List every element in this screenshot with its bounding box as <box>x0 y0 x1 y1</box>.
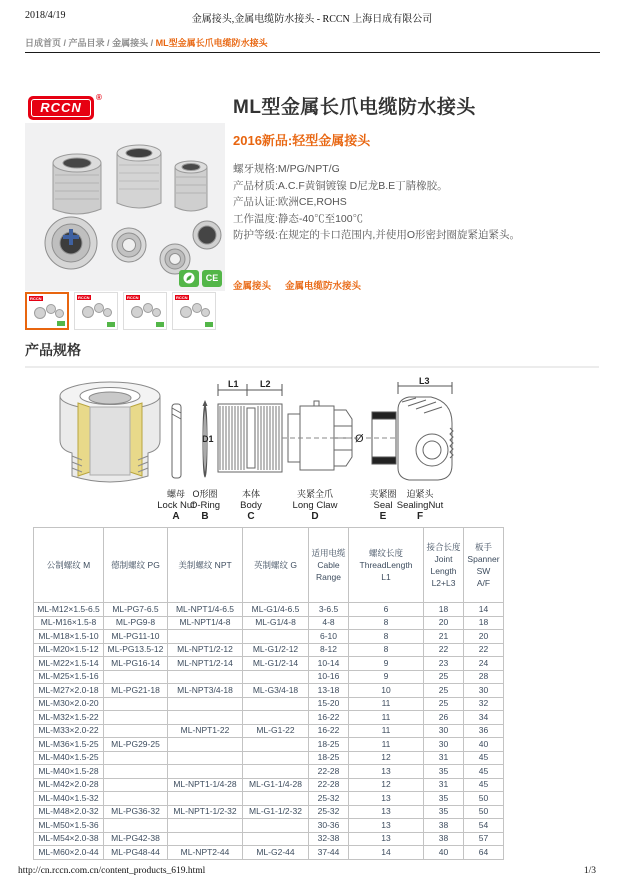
table-cell <box>243 792 309 806</box>
table-cell <box>168 765 243 779</box>
table-cell: 30-36 <box>309 819 349 833</box>
thumbnail-gland-shape <box>55 309 64 318</box>
table-cell: 8 <box>349 630 424 644</box>
cutaway-gland-illustration <box>60 382 160 482</box>
table-cell: ML-G2-44 <box>243 846 309 860</box>
column-header: 板手 Spanner SW A/F <box>464 528 504 603</box>
product-info <box>233 92 598 294</box>
table-cell <box>168 670 243 684</box>
table-cell: 31 <box>424 751 464 765</box>
thumbnail-badge <box>107 322 115 327</box>
spec-line: 防护等级:在规定的卡口范围内,并使用O形密封圈旋紧迫紧头。 <box>233 229 521 241</box>
dim-label-l1: L1 <box>228 379 239 389</box>
table-cell: 37-44 <box>309 846 349 860</box>
part-name-zh: 夹紧全爪 <box>296 489 334 499</box>
breadcrumb-separator: / <box>104 38 113 48</box>
rccn-logo <box>28 96 94 120</box>
eco-leaf-icon <box>179 270 199 287</box>
breadcrumb-separator: / <box>148 38 156 48</box>
part-letter: D <box>311 511 319 522</box>
diagram-part-label <box>369 487 396 522</box>
diagram-part-label <box>190 487 220 522</box>
table-row <box>34 778 504 792</box>
table-cell: ML-M25×1.5-16 <box>34 670 104 684</box>
table-cell <box>243 751 309 765</box>
gallery-thumbnail[interactable] <box>123 292 167 330</box>
table-cell: ML-M40×1.5-25 <box>34 751 104 765</box>
table-cell: 9 <box>349 657 424 671</box>
table-cell: 15-20 <box>309 697 349 711</box>
table-cell: 13 <box>349 819 424 833</box>
header-divider <box>25 52 600 53</box>
table-cell: 45 <box>464 765 504 779</box>
table-cell: 25 <box>424 670 464 684</box>
thumbnail-gland-shape <box>131 306 143 318</box>
table-cell: 28 <box>464 670 504 684</box>
table-cell: ML-M30×2.0-20 <box>34 697 104 711</box>
table-cell: 13 <box>349 765 424 779</box>
table-cell: ML-PG9-8 <box>104 616 168 630</box>
table-cell: ML-NPT1-22 <box>168 724 243 738</box>
table-row <box>34 724 504 738</box>
breadcrumb-link[interactable]: 日成首页 <box>25 38 62 48</box>
table-cell <box>243 670 309 684</box>
part-name-en: Lock Nut <box>157 500 195 511</box>
sealing-nut-drawing <box>398 382 453 480</box>
table-cell: 35 <box>424 765 464 779</box>
table-cell: 18-25 <box>309 738 349 752</box>
column-header: 接合长度 Joint Length L2+L3 <box>424 528 464 603</box>
table-cell: 32 <box>464 697 504 711</box>
table-cell: 20 <box>464 630 504 644</box>
table-cell: ML-PG7-6.5 <box>104 603 168 617</box>
table-cell: 18 <box>424 603 464 617</box>
table-cell: ML-NPT1/4-6.5 <box>168 603 243 617</box>
table-cell: 38 <box>424 832 464 846</box>
part-name-zh: 本体 <box>241 489 260 499</box>
column-header: 美制螺纹 NPT <box>168 528 243 603</box>
tag-link[interactable]: 金属接头 <box>233 280 272 292</box>
print-source-url: http://cn.rccn.com.cn/content_products_619.html <box>18 866 206 876</box>
part-name-zh: 迫紧头 <box>406 489 434 499</box>
table-cell <box>104 765 168 779</box>
table-cell: ML-PG36-32 <box>104 805 168 819</box>
thumbnail-badge <box>156 322 164 327</box>
table-cell: 3-6.5 <box>309 603 349 617</box>
table-cell: 30 <box>424 724 464 738</box>
table-cell: 16-22 <box>309 724 349 738</box>
thumbnail-badge <box>205 322 213 327</box>
table-cell: 45 <box>464 778 504 792</box>
table-row <box>34 616 504 630</box>
table-cell: ML-G1-1/2-32 <box>243 805 309 819</box>
table-cell: 11 <box>349 697 424 711</box>
table-cell: 13-18 <box>309 684 349 698</box>
table-cell: ML-G1-22 <box>243 724 309 738</box>
table-cell <box>243 832 309 846</box>
table-cell: 24 <box>464 657 504 671</box>
dim-label-l2: L2 <box>260 379 271 389</box>
spec-line: 产品材质:A.C.F黄铜镀镍 D尼龙B.E丁腈橡胶。 <box>233 179 448 192</box>
column-header: 适用电缆 Cable Range <box>309 528 349 603</box>
part-name-zh: 螺母 <box>166 489 185 499</box>
part-name-en: Body <box>240 500 262 511</box>
table-cell: 12 <box>349 778 424 792</box>
table-cell: 18-25 <box>309 751 349 765</box>
table-cell: 11 <box>349 738 424 752</box>
table-cell: 25-32 <box>309 792 349 806</box>
dim-label-l3: L3 <box>419 376 430 386</box>
breadcrumb <box>25 36 268 49</box>
spec-line: 工作温度:静态-40℃至100℃ <box>233 212 364 225</box>
table-cell: ML-M12×1.5-6.5 <box>34 603 104 617</box>
thumbnail-brand-label: RCCN <box>78 295 90 300</box>
table-cell: ML-G1/2-12 <box>243 643 309 657</box>
print-date: 2018/4/19 <box>25 10 66 21</box>
table-cell <box>243 697 309 711</box>
thumbnail-brand-label: RCCN <box>176 295 188 300</box>
table-cell: ML-M40×1.5-32 <box>34 792 104 806</box>
product-subtitle: 2016新品:轻型金属接头 <box>233 133 371 148</box>
table-cell: 38 <box>424 819 464 833</box>
thumbnail-gland-shape <box>180 306 192 318</box>
part-letter: E <box>379 511 387 522</box>
table-cell: 57 <box>464 832 504 846</box>
table-row <box>34 765 504 779</box>
table-header-row <box>34 528 504 603</box>
table-cell: 25-32 <box>309 805 349 819</box>
table-row <box>34 657 504 671</box>
spec-line: 螺牙规格:M/PG/NPT/G <box>233 163 340 175</box>
lock-nut-drawing <box>172 404 181 478</box>
spec-line: 产品认证:欧洲CE,ROHS <box>233 196 347 208</box>
table-cell <box>243 765 309 779</box>
table-cell: 25 <box>424 697 464 711</box>
table-cell: 32-38 <box>309 832 349 846</box>
table-cell: ML-PG48-44 <box>104 846 168 860</box>
table-cell: ML-M54×2.0-38 <box>34 832 104 846</box>
table-cell: ML-M27×2.0-18 <box>34 684 104 698</box>
table-cell: ML-M32×1.5-22 <box>34 711 104 725</box>
table-cell <box>168 697 243 711</box>
certification-badges <box>179 270 222 287</box>
thumbnail-brand-label: RCCN <box>30 296 42 301</box>
gallery-thumbnail[interactable] <box>25 292 69 330</box>
table-cell: 22 <box>464 643 504 657</box>
table-row <box>34 738 504 752</box>
rccn-logo-text: RCCN <box>31 99 91 117</box>
table-cell: 14 <box>349 846 424 860</box>
table-cell: 64 <box>464 846 504 860</box>
section-divider <box>25 366 599 368</box>
table-cell <box>168 832 243 846</box>
breadcrumb-separator: / <box>61 38 69 48</box>
table-cell: 31 <box>424 778 464 792</box>
spec-table <box>33 527 504 860</box>
table-cell: 6 <box>349 603 424 617</box>
table-cell <box>104 778 168 792</box>
table-cell <box>243 738 309 752</box>
product-photo <box>25 123 225 291</box>
table-cell: ML-M40×1.5-28 <box>34 765 104 779</box>
part-name-en: Long Claw <box>292 500 338 511</box>
column-header: 螺纹长度 ThreadLength L1 <box>349 528 424 603</box>
breadcrumb-link[interactable]: 金属接头 <box>112 38 149 48</box>
table-cell: 26 <box>424 711 464 725</box>
table-cell: 50 <box>464 805 504 819</box>
table-cell: 11 <box>349 711 424 725</box>
table-cell <box>243 630 309 644</box>
table-cell: ML-M33×2.0-22 <box>34 724 104 738</box>
table-cell: 9 <box>349 670 424 684</box>
table-row <box>34 846 504 860</box>
section-title: 产品规格 <box>25 342 81 358</box>
table-cell: 14 <box>464 603 504 617</box>
product-title: ML型金属长爪电缆防水接头 <box>233 97 476 118</box>
table-cell: 30 <box>464 684 504 698</box>
table-cell <box>243 819 309 833</box>
table-cell: ML-NPT1/2-14 <box>168 657 243 671</box>
table-row <box>34 819 504 833</box>
table-row <box>34 792 504 806</box>
part-name-en: O-Ring <box>189 500 221 511</box>
table-row <box>34 697 504 711</box>
table-cell: 22-28 <box>309 778 349 792</box>
diagram-part-label <box>240 487 262 522</box>
table-cell: ML-NPT2-44 <box>168 846 243 860</box>
column-header: 英制螺纹 G <box>243 528 309 603</box>
thumbnail-gland-shape <box>201 308 210 317</box>
table-cell: ML-NPT1/2-12 <box>168 643 243 657</box>
table-cell: 25 <box>424 684 464 698</box>
table-cell: 6-10 <box>309 630 349 644</box>
table-cell: 35 <box>424 805 464 819</box>
table-cell: ML-G1/4-8 <box>243 616 309 630</box>
column-header: 德制螺纹 PG <box>104 528 168 603</box>
dim-label-diameter: Ø <box>355 433 364 445</box>
table-cell: ML-NPT3/4-18 <box>168 684 243 698</box>
dim-label-d1: D1 <box>202 434 214 444</box>
diagram-part-label <box>397 487 443 522</box>
print-document-title: 金属接头,金属电缆防水接头 - RCCN 上海日成有限公司 <box>191 14 433 25</box>
parts-diagram <box>30 376 594 491</box>
table-row <box>34 630 504 644</box>
table-cell <box>168 751 243 765</box>
product-tags <box>233 276 598 294</box>
table-cell: ML-M60×2.0-44 <box>34 846 104 860</box>
table-cell: 36 <box>464 724 504 738</box>
table-cell: ML-G1/4-6.5 <box>243 603 309 617</box>
table-cell: 11 <box>349 724 424 738</box>
table-cell: 34 <box>464 711 504 725</box>
table-cell: ML-G3/4-18 <box>243 684 309 698</box>
table-cell: ML-NPT1-1/4-28 <box>168 778 243 792</box>
table-cell: 8-12 <box>309 643 349 657</box>
table-cell <box>104 792 168 806</box>
table-cell: 13 <box>349 832 424 846</box>
part-name-en: SealingNut <box>396 500 444 511</box>
breadcrumb-current-page: ML型金属长爪电缆防水接头 <box>155 38 268 48</box>
table-cell: ML-PG29-25 <box>104 738 168 752</box>
table-cell: ML-M48×2.0-32 <box>34 805 104 819</box>
part-name-en: Seal <box>373 500 393 511</box>
table-cell: ML-M50×1.5-36 <box>34 819 104 833</box>
breadcrumb-link[interactable]: 产品目录 <box>68 38 105 48</box>
column-header: 公制螺纹 M <box>34 528 104 603</box>
long-claw-drawing <box>282 401 358 470</box>
table-cell: 8 <box>349 616 424 630</box>
table-cell: 13 <box>349 805 424 819</box>
table-row <box>34 805 504 819</box>
table-cell <box>104 724 168 738</box>
table-cell <box>168 738 243 752</box>
registered-trademark-icon: ® <box>96 93 102 102</box>
table-cell: 54 <box>464 819 504 833</box>
part-name-zh: 夹紧圈 <box>369 489 397 499</box>
thumbnail-gland-shape <box>152 308 161 317</box>
table-cell: 10 <box>349 684 424 698</box>
table-cell: 10-16 <box>309 670 349 684</box>
table-cell: 10-14 <box>309 657 349 671</box>
table-cell <box>104 711 168 725</box>
part-letter: C <box>247 511 255 522</box>
tag-link[interactable]: 金属电缆防水接头 <box>285 280 362 292</box>
product-spec-list <box>233 161 598 244</box>
table-cell: 16-22 <box>309 711 349 725</box>
table-cell: ML-M36×1.5-25 <box>34 738 104 752</box>
thumbnail-gland-shape <box>82 306 94 318</box>
gallery-thumbnail[interactable] <box>172 292 216 330</box>
table-cell: 35 <box>424 792 464 806</box>
thumbnail-badge <box>57 321 65 326</box>
table-row <box>34 643 504 657</box>
table-cell: 20 <box>424 616 464 630</box>
thumbnail-gallery <box>25 292 216 330</box>
diagram-part-label <box>293 487 338 522</box>
part-name-zh: O形圈 <box>192 489 218 499</box>
table-cell: ML-PG21-18 <box>104 684 168 698</box>
table-cell <box>243 711 309 725</box>
table-cell <box>104 670 168 684</box>
body-drawing <box>218 384 282 472</box>
thumbnail-gland-shape <box>103 308 112 317</box>
table-cell: 50 <box>464 792 504 806</box>
table-row <box>34 832 504 846</box>
table-cell: 13 <box>349 792 424 806</box>
table-cell: ML-PG11-10 <box>104 630 168 644</box>
table-row <box>34 711 504 725</box>
table-cell: 40 <box>464 738 504 752</box>
table-cell: 30 <box>424 738 464 752</box>
table-cell: ML-PG16-14 <box>104 657 168 671</box>
table-cell: ML-M42×2.0-28 <box>34 778 104 792</box>
gallery-thumbnail[interactable] <box>74 292 118 330</box>
table-cell: ML-M16×1.5-8 <box>34 616 104 630</box>
table-row <box>34 603 504 617</box>
table-cell <box>104 819 168 833</box>
part-letter: F <box>416 511 424 522</box>
table-cell <box>104 697 168 711</box>
table-row <box>34 751 504 765</box>
table-cell <box>168 630 243 644</box>
table-cell: ML-NPT1-1/2-32 <box>168 805 243 819</box>
part-letter: A <box>172 511 180 522</box>
table-row <box>34 684 504 698</box>
table-cell: 22-28 <box>309 765 349 779</box>
thumbnail-brand-label: RCCN <box>127 295 139 300</box>
table-cell: ML-PG42-38 <box>104 832 168 846</box>
table-cell <box>168 819 243 833</box>
table-cell: ML-G1-1/4-28 <box>243 778 309 792</box>
table-cell: 22 <box>424 643 464 657</box>
table-cell: ML-M18×1.5-10 <box>34 630 104 644</box>
ce-mark-badge: CE <box>202 270 222 287</box>
table-cell: 45 <box>464 751 504 765</box>
table-cell: ML-M20×1.5-12 <box>34 643 104 657</box>
product-image-block <box>25 93 225 291</box>
table-cell: ML-M22×1.5-14 <box>34 657 104 671</box>
table-cell: ML-PG13.5-12 <box>104 643 168 657</box>
print-page-indicator: 1/3 <box>583 866 596 876</box>
table-cell: 12 <box>349 751 424 765</box>
table-cell: 8 <box>349 643 424 657</box>
table-row <box>34 670 504 684</box>
table-cell: 23 <box>424 657 464 671</box>
table-cell: 4-8 <box>309 616 349 630</box>
table-cell: 40 <box>424 846 464 860</box>
seal-drawing <box>366 412 402 464</box>
table-cell: ML-NPT1/4-8 <box>168 616 243 630</box>
thumbnail-gland-shape <box>34 307 46 319</box>
table-cell: ML-G1/2-14 <box>243 657 309 671</box>
table-cell: 18 <box>464 616 504 630</box>
table-cell <box>168 792 243 806</box>
table-cell <box>104 751 168 765</box>
part-letter: B <box>201 511 209 522</box>
table-cell <box>168 711 243 725</box>
table-cell: 21 <box>424 630 464 644</box>
